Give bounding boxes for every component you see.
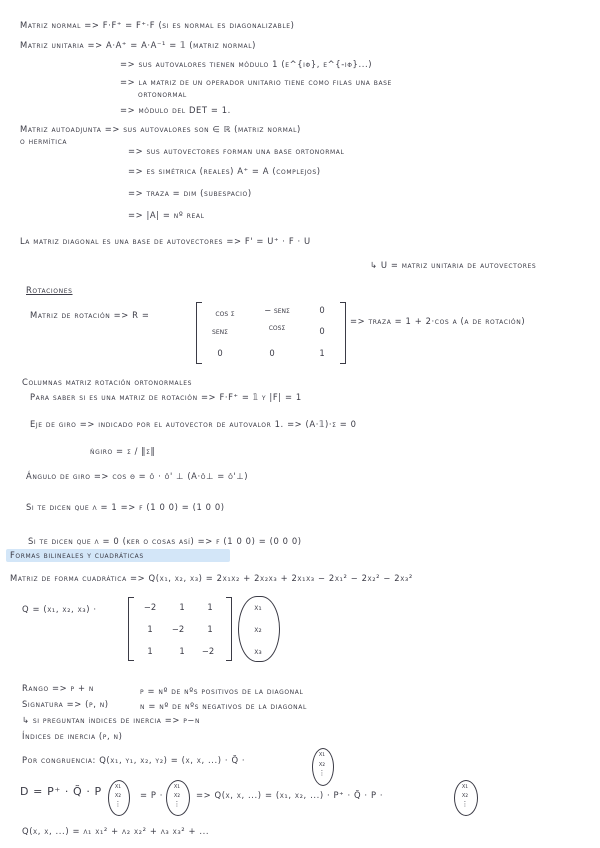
rot-cell-00: cos σ bbox=[215, 308, 235, 318]
line-lambda-one: Si te dicen que λ = 1 => f (1 0 0) = (1 0 0) bbox=[26, 502, 225, 512]
d-vector-x1: x₁ bbox=[114, 782, 122, 790]
line-unitary-rows-cont: ortonormal bbox=[138, 89, 187, 99]
line-unitary-det: => módulo del DET = 1. bbox=[120, 105, 231, 115]
line-rotation-columns: Columnas matriz rotación ortonormales bbox=[22, 377, 193, 387]
section-bilinear-forms: Formas bilineales y cuadráticas bbox=[10, 550, 144, 560]
quad-cell-10: 1 bbox=[147, 624, 153, 634]
quad-matrix-left-bracket bbox=[128, 597, 134, 661]
line-normal-matrix: Matriz normal => F·F⁺ = F⁺·F (si es normal es diagonalizable) bbox=[20, 20, 295, 30]
line-symmetric: => es simétrica (reales) A⁺ = A (complejos) bbox=[128, 166, 321, 176]
q-vector-x3: ⋮ bbox=[461, 800, 469, 808]
line-rotation-trace: => traza = 1 + 2·cos α (α de rotación) bbox=[350, 316, 526, 326]
line-d-formula: D = P⁺ · Q̃ · P bbox=[20, 785, 102, 798]
quad-cell-01: 1 bbox=[179, 602, 185, 612]
d-vector-x2: x₂ bbox=[114, 791, 122, 799]
rot-cell-01: − senσ bbox=[264, 305, 290, 315]
quad-vector-x2: x₂ bbox=[254, 624, 262, 634]
line-q-vector: Q = (x₁, x₂, x₃) · bbox=[22, 604, 97, 614]
line-rank: Rango => p + n bbox=[22, 683, 94, 693]
line-selfadjoint: Matriz autoadjunta => sus autovalores son ∈ ℝ (matriz normal) bbox=[20, 124, 301, 134]
quad-cell-11: −2 bbox=[171, 624, 185, 634]
line-unitary-eigenvectors: ↳ U = matriz unitaria de autovectores bbox=[370, 260, 537, 270]
congruence-vector-x2: x₂ bbox=[318, 760, 326, 768]
line-rotation-matrix: Matriz de rotación => R = bbox=[30, 310, 150, 320]
p-vector-x3: ⋮ bbox=[173, 800, 181, 808]
line-inertia-question: ↳ si preguntan índices de inercia => p−n bbox=[22, 715, 201, 725]
rot-cell-21: 0 bbox=[269, 348, 275, 358]
line-q-diagonal-sum: Q(x, x, ...) = λ₁ x₁² + λ₂ x₂² + λ₃ x₃² + ... bbox=[22, 826, 210, 836]
line-hermitian: o hermítica bbox=[20, 136, 68, 146]
rot-cell-12: 0 bbox=[319, 326, 325, 336]
p-vector-x2: x₂ bbox=[173, 791, 181, 799]
line-unitary-eigen-mod: => sus autovalores tienen módulo 1 (e^{iφ}, e^{-iφ}...) bbox=[120, 59, 373, 69]
line-lambda-zero: Si te dicen que λ = 0 (ker o cosas así) => f (1 0 0) = (0 0 0) bbox=[28, 536, 302, 546]
line-q-congruent: => Q(x, x, ...) = (x₁, x₂, ...) · P⁺ · Q̃ · P · bbox=[196, 790, 384, 800]
line-det-real: => |A| = nº real bbox=[128, 210, 205, 220]
line-rotation-check: Para saber si es una matriz de rotación => F·F⁺ = 𝟙 y |F| = 1 bbox=[30, 392, 302, 402]
p-vector-x1: x₁ bbox=[173, 782, 181, 790]
line-signature: Signatura => (p, n) bbox=[22, 699, 109, 709]
line-n-negative: n = nº de nºs negativos de la diagonal bbox=[140, 701, 307, 711]
rot-cell-20: 0 bbox=[217, 348, 223, 358]
q-vector-x2: x₂ bbox=[461, 791, 469, 799]
quad-vector-x1: x₁ bbox=[254, 602, 262, 612]
rot-cell-11: cosσ bbox=[268, 322, 286, 332]
quad-matrix-right-bracket bbox=[226, 597, 232, 661]
quad-cell-22: −2 bbox=[201, 646, 215, 656]
rot-cell-22: 1 bbox=[319, 348, 325, 358]
line-quadratic-form: Matriz de forma cuadrática => Q(x₁, x₂, x₃) = 2x₁x₂ + 2x₂x₃ + 2x₁x₃ − 2x₁² − 2x₂² − 2x₃² bbox=[10, 573, 413, 583]
quad-cell-20: 1 bbox=[147, 646, 153, 656]
line-rotation-angle: Ángulo de giro => cos θ = ô · ô' ⊥ (A·ô⊥ = ô'⊥) bbox=[26, 471, 249, 481]
line-inertia-indices: Índices de inercia (p, n) bbox=[22, 731, 123, 741]
line-unitary-rows: => la matriz de un operador unitario tiene como filas una base bbox=[120, 77, 392, 87]
line-orthonormal-base: => sus autovectores forman una base ortonormal bbox=[128, 146, 345, 156]
line-rotation-axis-unit: n̂giro = σ / ‖σ‖ bbox=[90, 446, 156, 456]
quad-cell-00: −2 bbox=[143, 602, 157, 612]
quad-cell-12: 1 bbox=[207, 624, 213, 634]
line-p-positive: p = nº de nºs positivos de la diagonal bbox=[140, 686, 304, 696]
line-diagonal-matrix: La matriz diagonal es una base de autovectores => F' = U⁺ · F · U bbox=[20, 236, 311, 246]
quad-vector-x3: x₃ bbox=[254, 646, 262, 656]
line-rotation-axis: Eje de giro => indicado por el autovector de autovalor 1. => (A·𝟙)·σ = 0 bbox=[30, 419, 357, 429]
line-equals-p: = P · bbox=[140, 790, 164, 800]
d-vector-x3: ⋮ bbox=[114, 800, 122, 808]
rot-cell-02: 0 bbox=[319, 305, 325, 315]
quad-cell-02: 1 bbox=[207, 602, 213, 612]
quad-cell-21: 1 bbox=[179, 646, 185, 656]
line-congruence: Por congruencia: Q(x₁, y₁, x₂, y₂) = (x, x, ...) · Q̃ · bbox=[22, 755, 246, 765]
congruence-vector-x1: x₁ bbox=[318, 750, 326, 758]
congruence-vector-x3: ⋮ bbox=[318, 769, 326, 777]
line-unitary-matrix: Matriz unitaria => A·A⁺ = A·A⁻¹ = 𝟙 (matriz normal) bbox=[20, 40, 257, 50]
line-trace: => traza = dim (subespacio) bbox=[128, 188, 252, 198]
q-vector-x1: x₁ bbox=[461, 782, 469, 790]
section-rotations: Rotaciones bbox=[26, 285, 73, 295]
rot-cell-10: senσ bbox=[212, 326, 228, 336]
